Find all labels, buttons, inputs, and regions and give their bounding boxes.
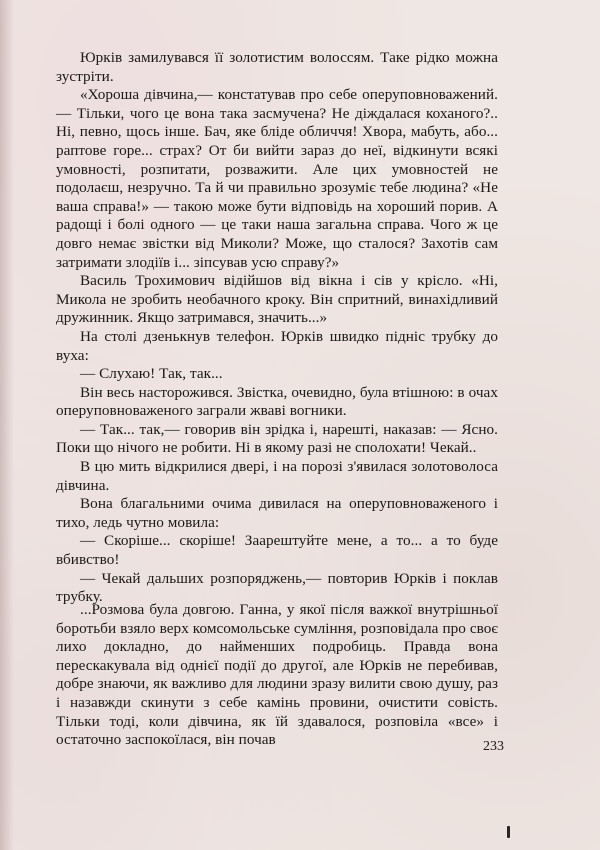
paragraph: — Так... так,— говорив він зрідка і, нарешті, наказав: — Ясно. Поки що нічого не робити. Ні в якому разі не сполохати! Чекай.. [56, 420, 498, 457]
paragraph: — Слухаю! Так, так... [80, 365, 223, 383]
page-number: 233 [483, 739, 504, 754]
paragraph: Юрків замилувався її золотистим волоссям. Таке рідко можна зустріти. [56, 49, 498, 85]
paragraph: Він весь насторожився. Звістка, очевидно, була втішною: в очах оперуповноваженого заграли жваві вогники. [56, 383, 498, 420]
paragraph: На столі дзенькнув телефон. Юрків швидко підніс трубку до вуха: [56, 327, 498, 364]
print-mark [507, 826, 510, 838]
paragraph: Василь Трохимович відійшов від вікна і сів у крісло. «Ні, Микола не зробить необачного кроку. Він спритний, винахідливий дружинник. Якщо затримався, значить...» [56, 272, 498, 327]
main-text-block [56, 49, 498, 607]
page-edge-shadow [0, 0, 14, 850]
paragraph: Вона благальними очима дивилася на оперуповноваженого і тихо, ледь чутно мовила: [56, 495, 498, 531]
paragraph: — Скоріше... скоріше! Заарештуйте мене, а то... а то буде вбивство! [56, 532, 498, 569]
paragraph: «Хороша дівчина,— констатував про себе оперуповноважений.— Тільки, чого це вона така засмучена? Не діждалася коханого?.. Ні, певно, щось інше. Бач, яке бліде обличчя! Хвора, мабуть, або... раптове горе... страх? От би вийти зараз до неї, відкинути всякі умовності, розпитати, розважити. Але цих умовностей не подолаєш, незручно. Та й чи правильно зрозуміє тебе людина? «Не ваша справа!» — такою може бути відповідь на хороший порив. А радощі і болі одного — це таки наша загальна справа. Чого ж це довго немає звістки від Миколи? Може, що сталося? Захотів сам затримати злодіїв і... зіпсував усю справу?» [56, 86, 498, 271]
paragraph: В цю мить відкрилися двері, і на порозі з'явилася золотоволоса дівчина. [56, 458, 498, 494]
paragraph: ...Розмова була довгою. Ганна, у якої після важкої внутрішньої боротьби взяло верх комсомольське сумління, розповідала про своє лихо докладно, до найменших подробиць. Правда вона перескакувала від однієї події до другої, але Юрків не перебивав, добре знаючи, як важливо для людини зразу вилити свою душу, раз і назавжди скинути з себе камінь провини, очистити совість. Тільки тоді, коли дівчина, як їй здавалося, розповіла «все» і остаточно заспокоїлася, він почав [56, 601, 498, 749]
section-text-block [56, 601, 498, 750]
paragraph: — Чекай дальших розпоряджень,— повторив Юрків і поклав трубку. [56, 569, 498, 606]
